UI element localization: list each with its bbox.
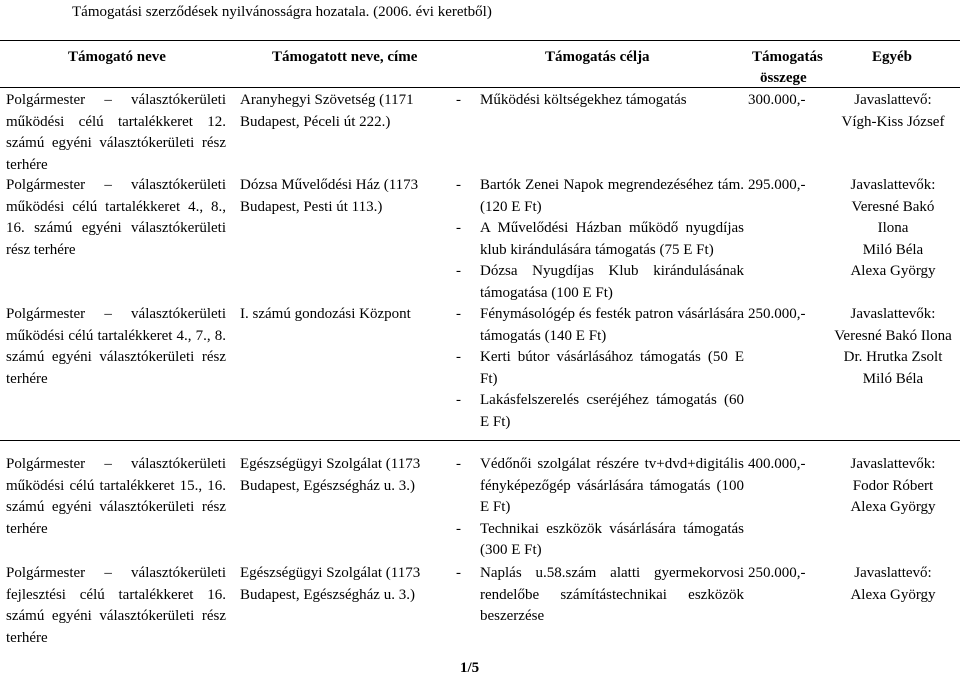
header-amount-line1: Támogatás: [752, 49, 823, 65]
row-1-purpose: [456, 90, 744, 112]
table-top-border: [0, 40, 960, 41]
row-3-purpose: [456, 304, 744, 433]
row-2-recipient: Dózsa Művelődési Ház (1173 Budapest, Pesti út 113.): [240, 177, 419, 215]
header-donor: Támogató neve: [68, 49, 166, 65]
purpose-item: - A Művelődési Házban működő nyugdíjas klub kirándulására támogatás (75 E Ft): [456, 220, 744, 258]
row-5-recipient: Egészségügyi Szolgálat (1173 Budapest, Egészségház u. 3.): [240, 565, 421, 603]
header-amount-line2: összege: [760, 70, 807, 86]
row-4-other: Javaslattevők: Fodor Róbert Alexa György: [850, 456, 936, 515]
purpose-item: - Fénymásológép és festék patron vásárlására támogatás (140 E Ft): [456, 306, 744, 344]
purpose-item: - Dózsa Nyugdíjas Klub kirándulásának támogatása (100 E Ft): [456, 263, 744, 301]
row-2-donor: Polgármester – választókerületi működési célú tartalékkeret 4., 8., 16. számú egyéni választókerületi rész terhére: [6, 177, 226, 258]
header-other: Egyéb: [872, 49, 913, 65]
row-4-recipient: Egészségügyi Szolgálat (1173 Budapest, Egészségház u. 3.): [240, 456, 421, 494]
page-number: 1/5: [460, 660, 480, 676]
row-3-amount: 250.000,-: [748, 306, 806, 322]
row-2-purpose: [456, 175, 744, 304]
row-4-amount: 400.000,-: [748, 456, 806, 472]
purpose-item: - Technikai eszközök vásárlására támogatás (300 E Ft): [456, 520, 744, 558]
row-5-other: Javaslattevő: Alexa György: [850, 565, 936, 603]
row-1-recipient: Aranyhegyi Szövetség (1171 Budapest, Péceli út 222.): [240, 92, 414, 130]
row-5-purpose: [456, 563, 744, 628]
purpose-item: - Lakásfelszerelés cseréjéhez támogatás (60 E Ft): [456, 392, 744, 430]
purpose-item: - Védőnői szolgálat részére tv+dvd+digitális fényképezőgép vásárlására támogatás (100 E Ft): [456, 456, 744, 515]
purpose-item: - Bartók Zenei Napok megrendezéséhez tám. (120 E Ft): [456, 177, 744, 215]
document-title: Támogatási szerződések nyilvánosságra hozatala. (2006. évi keretből): [72, 4, 492, 20]
header-purpose: Támogatás célja: [545, 49, 650, 65]
row-5-donor: Polgármester – választókerületi fejlesztési célú tartalékkeret 16. számú egyéni választókerületi rész terhére: [6, 565, 226, 646]
header-recipient: Támogatott neve, címe: [272, 49, 418, 65]
row-2-other: Javaslattevők: Veresné Bakó Ilona Miló Béla Alexa György: [850, 177, 936, 279]
purpose-item: - Működési költségekhez támogatás: [456, 92, 687, 108]
header-bottom-border: [0, 87, 960, 88]
row-5-amount: 250.000,-: [748, 565, 806, 581]
row-1-donor: Polgármester – választókerületi működési célú tartalékkeret 12. számú egyéni választókerületi rész terhére: [6, 92, 226, 173]
row-2-amount: 295.000,-: [748, 177, 806, 193]
row-3-other: Javaslattevők: Veresné Bakó Ilona Dr. Hrutka Zsolt Miló Béla: [834, 306, 952, 387]
purpose-item: - Naplás u.58.szám alatti gyermekorvosi rendelőbe számítástechnikai eszközök beszerzése: [456, 565, 744, 624]
row-1-amount: 300.000,-: [748, 92, 806, 108]
row-3-recipient: I. számú gondozási Központ: [240, 306, 411, 322]
section-divider: [0, 440, 960, 441]
row-1-other: Javaslattevő: Vígh-Kiss József: [841, 92, 945, 130]
purpose-item: - Kerti bútor vásárlásához támogatás (50 E Ft): [456, 349, 744, 387]
row-4-purpose: [456, 454, 744, 562]
row-3-donor: Polgármester – választókerületi működési célú tartalékkeret 4., 7., 8. számú egyéni választókerületi rész terhére: [6, 306, 226, 387]
row-4-donor: Polgármester – választókerületi működési célú tartalékkeret 15., 16. számú egyéni választókerületi rész terhére: [6, 456, 226, 537]
